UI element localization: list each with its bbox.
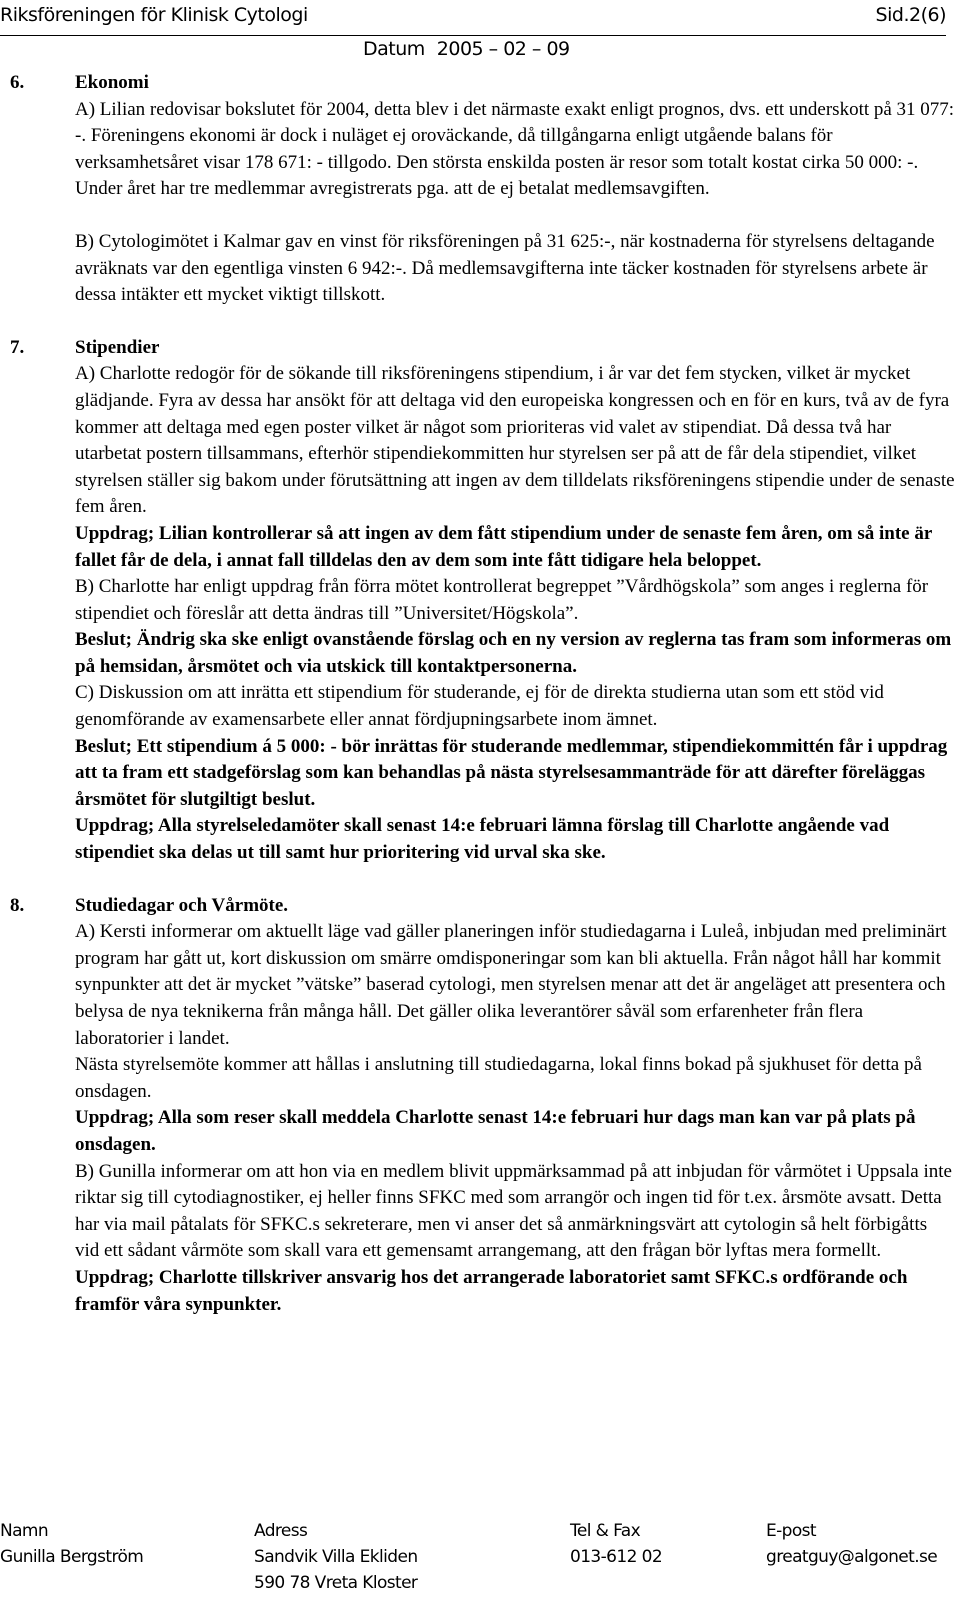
footer-email: greatguy@algonet.se [766,1547,938,1567]
page-footer [0,1521,960,1599]
footer-address-line1: Sandvik Villa Ekliden [254,1547,418,1567]
footer-phone: 013-612 02 [570,1547,663,1567]
paragraph: A) Charlotte redogör för de sökande till riksföreningens stipendium, i år var det fem stycken, vilket är mycket glädjande. Fyra av dessa har ansökt för att deltaga vid den europeiska kongressen och en för en kurs, två av de fyra kommer att deltaga med egen poster vilket är något som prioriteras vid valet av stipendiat. Då dessa två har utarbetat postern tillsammans, efterhör stipendiekommitten hur styrelsen ser på att de får dela stipendiet, vilket styrelsen ställer sig bakom under förutsättning att ingen av dem tilldelats riksföreningens stipendie under de senaste fem åren. [75,363,955,518]
page-number: Sid.2(6) [875,4,946,26]
section-number: 6. [10,72,25,93]
section-title: Studiedagar och Vårmöte. [75,894,289,916]
assignment-text: Uppdrag; Alla styrelseledamöter skall senast 14:e februari lämna förslag till Charlotte angående vad stipendiet ska delas ut till samt hur prioritering vid urval ska ske. [75,815,890,864]
page-header [0,2,946,60]
document-date [363,38,570,60]
section-number: 8. [10,894,25,916]
assignment-text: Uppdrag; Alla som reser skall meddela Charlotte senast 14:e februari hur dags man kan var på plats på onsdagen. [75,1107,916,1155]
footer-name: Gunilla Bergström [0,1547,144,1567]
assignment-text: Uppdrag; Lilian kontrollerar så att ingen av dem fått stipendium under de senaste fem åren, om så inte är fallet får de dela, i annat fall tilldelas den av dem som inte fått tidigare hela beloppet. [75,522,932,571]
date-value: 2005 – 02 – 09 [436,38,570,60]
header-rule [0,35,946,36]
paragraph: A) Kersti informerar om aktuellt läge vad gäller planeringen inför studiedagarna i Luleå, inbjudan med preliminärt program har gått ut, kort diskussion om smärre omdisponeringar som kan bli aktuella. Från något håll har kommit synpunkter att det är mycket ”vätske” baserad cytologi, men styrelsen menar att det är angeläget att presentera och belysa de nya teknikerna från många håll. Det gäller olika leverantörer såväl som erfarenheter från flera laboratorier i landet. [75,921,947,1049]
paragraph: B) Charlotte har enligt uppdrag från förra mötet kontrollerat begreppet ”Vårdhögskola” som anges i reglerna för stipendiet och föreslår att detta ändras till ”Universitet/Högskola”. [75,576,929,624]
footer-address-line2: 590 78 Vreta Kloster [254,1573,418,1593]
section-stipendier [0,335,955,867]
organization-name: Riksföreningen för Klinisk Cytologi [0,4,308,26]
footer-labels-row [0,1521,960,1547]
section-number: 7. [10,336,25,358]
document-body [0,70,960,1318]
footer-label-phone: Tel & Fax [570,1521,641,1541]
footer-values-row [0,1547,960,1573]
paragraph: Nästa styrelsemöte kommer att hållas i anslutning till studiedagarna, lokal finns bokad på sjukhuset för detta på onsdagen. [75,1054,922,1102]
section-ekonomi [0,70,955,309]
paragraph: A) Lilian redovisar bokslutet för 2004, detta blev i det närmaste exakt enligt prognos, dvs. ett underskott på 31 077: -. Föreningens ekonomi är dock i nuläget ej oroväckande, då tillgångarna enligt utgående balans för verksamhetsåret visar 178 671: - tillgodo. Den största enskilda posten är resor som totalt kostat cirka 50 000: -. Under året har tre medlemmar avregistrerats pga. att de ej betalat medlemsavgiften. [75,98,955,200]
footer-label-address: Adress [254,1521,308,1541]
section-title: Ekonomi [75,72,149,93]
assignment-text: Uppdrag; Charlotte tillskriver ansvarig hos det arrangerade laboratoriet samt SFKC.s ordförande och framför våra synpunkter. [75,1266,908,1315]
decision-text: Beslut; Ett stipendium á 5 000: - bör inrättas för studerande medlemmar, stipendiekommittén får i uppdrag att ta fram ett stadgeförslag som kan behandlas på nästa styrelsesammanträde för att därefter föreläggas årsmötet för slutgiltigt beslut. [75,735,948,810]
section-studiedagar [0,893,955,1319]
paragraph: B) Gunilla informerar om att hon via en medlem blivit uppmärksammad på att inbjudan för vårmötet i Uppsala inte riktar sig till cytodiagnostiker, ej heller finns SFKC med som arrangör och ingen tid för t.ex. årsmöte avsatt. Detta har via mail påtalats för SFKC.s sekreterare, men vi anser det så anmärkningsvärt att cytologin så helt förbigåtts vid ett sådant vårmöte som skall vara ett gemensamt arrangemang, att den frågan bör lyftas mera formellt. [75,1160,952,1262]
section-title: Stipendier [75,336,160,358]
date-label: Datum [363,38,425,60]
paragraph: C) Diskussion om att inrätta ett stipendium för studerande, ej för de direkta studierna utan som ett stöd vid genomförande av examensarbete eller annat fördjupningsarbete inom ämnet. [75,682,884,731]
decision-text: Beslut; Ändrig ska ske enligt ovanstående förslag och en ny version av reglerna tas fram som informeras om på hemsidan, årsmötet och via utskick till kontaktpersonerna. [75,629,952,677]
footer-address-row [0,1573,960,1599]
footer-label-email: E-post [766,1521,816,1541]
footer-label-name: Namn [0,1521,49,1541]
paragraph: B) Cytologimötet i Kalmar gav en vinst för riksföreningen på 31 625:-, när kostnaderna för styrelsens deltagande avräknats var den egentliga vinsten 6 942:-. Då medlemsavgifterna inte täcker kostnaden för styrelsens arbete är dessa intäkter ett mycket viktigt tillskott. [75,230,935,306]
